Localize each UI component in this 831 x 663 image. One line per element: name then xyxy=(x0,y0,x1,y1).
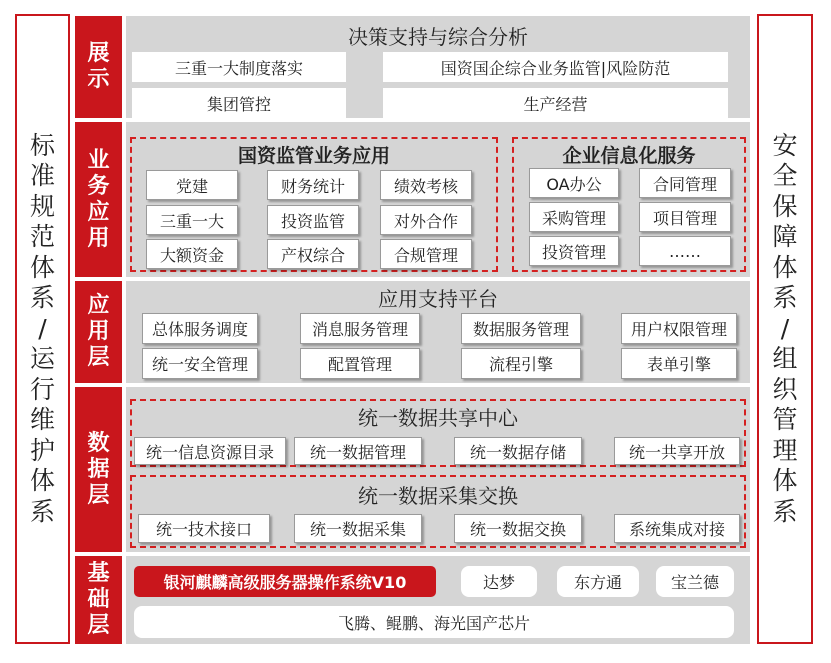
enterprise-service-item: OA办公 xyxy=(529,168,619,198)
data-collection-item: 统一技术接口 xyxy=(138,514,270,543)
data-sharing-item: 统一信息资源目录 xyxy=(134,437,286,465)
vertical-char: 展 xyxy=(87,41,110,66)
vertical-char: 系 xyxy=(772,283,798,313)
data-layer xyxy=(126,387,750,552)
vertical-char: 层 xyxy=(87,345,110,370)
vertical-char: 系 xyxy=(29,496,55,526)
vertical-char: 标 xyxy=(29,130,55,160)
database-item: 东方通 xyxy=(557,566,639,597)
vertical-char: 用 xyxy=(87,225,110,251)
enterprise-service-item: 采购管理 xyxy=(529,202,619,232)
vertical-char: / xyxy=(780,313,790,343)
vertical-char: 务 xyxy=(87,173,110,199)
vertical-char: 用 xyxy=(87,319,110,344)
data-collection-item: 统一数据交换 xyxy=(454,514,582,543)
left-side-panel xyxy=(15,14,70,644)
application-item: 消息服务管理 xyxy=(300,313,420,344)
sasac-app-item: 财务统计 xyxy=(267,170,359,200)
vertical-char: 据 xyxy=(87,456,110,482)
presentation-layer xyxy=(126,16,750,118)
enterprise-service-item: 项目管理 xyxy=(639,202,731,232)
vertical-char: 系 xyxy=(29,283,55,313)
vertical-char: 全 xyxy=(772,161,798,191)
vertical-char: 运 xyxy=(29,344,55,374)
sasac-app-item: 对外合作 xyxy=(380,205,472,235)
sasac-app-item: 三重一大 xyxy=(146,205,238,235)
enterprise-service-item: 合同管理 xyxy=(639,168,731,198)
vertical-char: 体 xyxy=(29,466,55,496)
vertical-char: 安 xyxy=(772,130,798,160)
vertical-char: 护 xyxy=(29,435,55,465)
sasac-app-item: 绩效考核 xyxy=(380,170,472,200)
label-business-layer xyxy=(75,122,122,277)
sasac-app-item: 大额资金 xyxy=(146,239,238,269)
presentation-item: 生产经营 xyxy=(383,88,728,118)
left-side-text xyxy=(30,131,55,528)
label-data-layer xyxy=(75,387,122,552)
application-item: 数据服务管理 xyxy=(461,313,581,344)
vertical-char: 应 xyxy=(87,199,110,225)
enterprise-service-title: 企业信息化服务 xyxy=(562,144,696,167)
sasac-app-item: 合规管理 xyxy=(380,239,472,269)
data-sharing-item: 统一共享开放 xyxy=(614,437,740,465)
data-sharing-item: 统一数据管理 xyxy=(294,437,422,465)
business-layer xyxy=(126,122,750,277)
sasac-app-item: 党建 xyxy=(146,170,238,200)
label-application-layer xyxy=(75,281,122,383)
enterprise-service-item: 投资管理 xyxy=(529,236,619,266)
application-item: 用户权限管理 xyxy=(621,313,737,344)
application-layer xyxy=(126,281,750,383)
sasac-app-item: 产权综合 xyxy=(267,239,359,269)
vertical-char: 织 xyxy=(772,374,798,404)
vertical-char: 示 xyxy=(87,67,110,92)
vertical-char: 系 xyxy=(772,496,798,526)
data-collection-item: 统一数据采集 xyxy=(294,514,422,543)
chips-box: 飞腾、鲲鹏、海光国产芯片 xyxy=(134,606,734,638)
vertical-char: 层 xyxy=(87,613,110,638)
foundation-layer xyxy=(126,556,750,644)
vertical-char: 础 xyxy=(87,587,110,612)
application-item: 表单引擎 xyxy=(621,348,737,379)
application-item: 流程引擎 xyxy=(461,348,581,379)
enterprise-service-item: …… xyxy=(639,236,731,266)
application-item: 统一安全管理 xyxy=(142,348,258,379)
data-sharing-item: 统一数据存储 xyxy=(454,437,582,465)
vertical-char: 应 xyxy=(87,293,110,318)
vertical-char: 数 xyxy=(87,430,110,456)
application-item: 总体服务调度 xyxy=(142,313,258,344)
vertical-char: 准 xyxy=(29,161,55,191)
vertical-char: 组 xyxy=(772,344,798,374)
vertical-char: / xyxy=(38,313,47,343)
vertical-char: 规 xyxy=(29,191,55,221)
vertical-char: 管 xyxy=(772,405,798,435)
vertical-char: 保 xyxy=(772,191,798,221)
vertical-char: 障 xyxy=(772,222,798,252)
right-side-panel xyxy=(757,14,813,644)
vertical-char: 维 xyxy=(29,405,55,435)
vertical-char: 体 xyxy=(772,466,798,496)
presentation-item: 三重一大制度落实 xyxy=(132,52,346,82)
right-side-text xyxy=(772,131,797,528)
label-presentation-layer xyxy=(75,16,122,118)
data-sharing-title: 统一数据共享中心 xyxy=(358,405,518,430)
database-item: 达梦 xyxy=(461,566,537,597)
vertical-char: 业 xyxy=(87,147,110,173)
database-item: 宝兰德 xyxy=(656,566,734,597)
vertical-char: 层 xyxy=(87,482,110,508)
vertical-char: 理 xyxy=(772,435,798,465)
kylin-os-box: 银河麒麟高级服务器操作系统V10 xyxy=(134,566,436,597)
presentation-item: 国资国企综合业务监管|风险防范 xyxy=(383,52,728,82)
sasac-app-item: 投资监管 xyxy=(267,205,359,235)
presentation-item: 集团管控 xyxy=(132,88,346,118)
sasac-app-title: 国资监管业务应用 xyxy=(237,144,390,167)
vertical-char: 行 xyxy=(29,374,55,404)
vertical-char: 体 xyxy=(29,252,55,282)
vertical-char: 体 xyxy=(772,252,798,282)
data-collection-item: 系统集成对接 xyxy=(614,514,740,543)
vertical-char: 范 xyxy=(29,222,55,252)
application-title: 应用支持平台 xyxy=(378,286,498,311)
presentation-title: 决策支持与综合分析 xyxy=(348,24,528,49)
data-collection-title: 统一数据采集交换 xyxy=(358,483,518,508)
label-foundation-layer xyxy=(75,556,122,644)
application-item: 配置管理 xyxy=(300,348,420,379)
vertical-char: 基 xyxy=(87,561,110,586)
